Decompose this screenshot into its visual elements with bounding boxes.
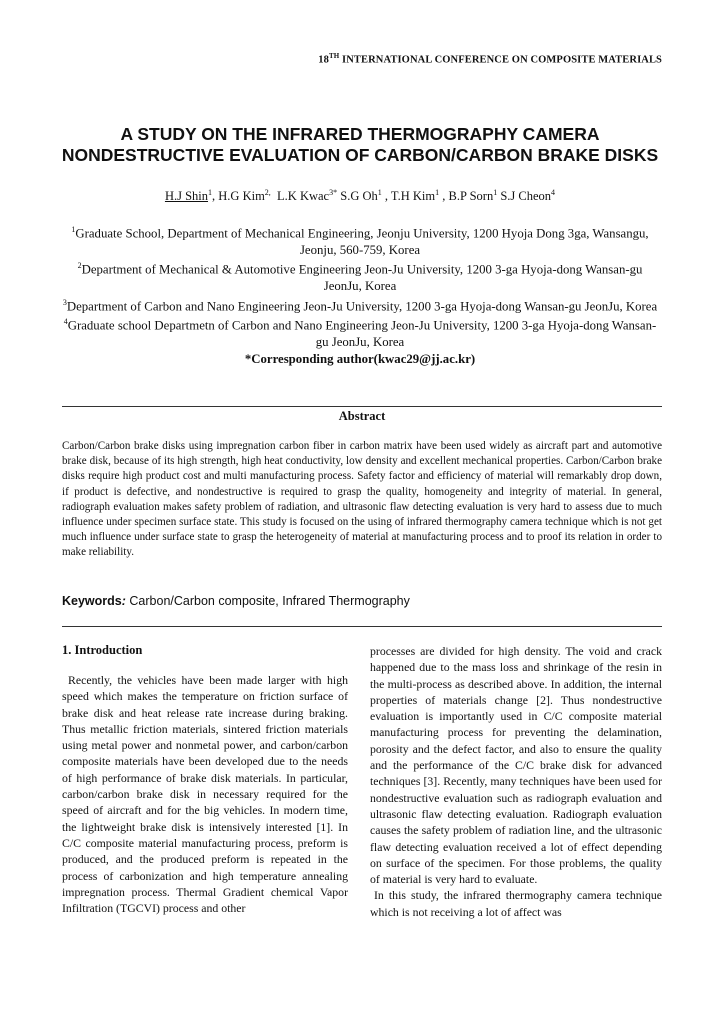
keywords-text: Carbon/Carbon composite, Infrared Thermography [125, 594, 410, 608]
corresponding-author: *Corresponding author(kwac29@jj.ac.kr) [244, 351, 476, 366]
right-paragraph-1: processes are divided for high density. The void and crack happened due to the mass loss and shrinkage of the resin in the multi-process as described above. In addition, the internal properties of materials change [2]. Thus nondestructive evaluation is importantly used in C/C composite material manufacturing process for preventing the delamination, porosity and the defect factor, and also to ensure the quality and the performance of the C/C brake disk for advanced techniques [3]. Recently, many techniques have been used for nondestructive evaluation such as radiograph evaluation and ultrasonic flaw detecting evaluation. Radiograph evaluation causes the safety problem of radiation line, and the ultrasonic flaw detecting evaluation received a lot of effect depending on surface of the specimen. For those problems, the quality of material is very hard to evaluate. [370, 644, 662, 887]
right-column [370, 643, 662, 920]
keywords-bottom-rule [62, 626, 662, 627]
keywords [62, 594, 662, 608]
author-affiliation-marker: 2, [264, 188, 271, 197]
affiliation-marker: 1 [71, 225, 76, 234]
author-affiliation-marker: 1 [493, 188, 498, 197]
author-affiliation-marker: 1 [208, 188, 213, 197]
author-affiliation-marker: 4 [551, 188, 556, 197]
left-column [62, 643, 348, 916]
author-separator: , [381, 189, 391, 204]
author-name: S.G Oh [340, 189, 378, 204]
author-list [40, 185, 680, 204]
affiliation-1 [60, 222, 660, 258]
introduction-paragraph: Recently, the vehicles have been made larger with high speed which makes the temperature on friction surface of brake disk and heat release rate increase during braking. Thus metallic friction materials, sintered friction materials using metal power and nonmetal power, and carbon/carbon composite materials have been developed due to the needs of high performance of brake disk materials. In particular, carbon/carbon brake disk in necessary required for the speed of aircraft and for the big vehicles. In modern time, the lightweight brake disk is intensively interested [1]. In C/C composite material manufacturing process, preform is produced, and the produced preform is repeated in the process of carbonization and high temperature annealing impregnation process. Thermal Gradient chemical Vapor Infiltration (TGCVI) process and other [62, 673, 348, 916]
author-separator: , [439, 189, 449, 204]
abstract-text: Carbon/Carbon brake disks using impregnation carbon fiber in carbon matrix have been used widely as aircraft part and automotive brake disk, because of its high strength, high heat conductivity, low density and excellent mechanical properties. Carbon/Carbon brake disks require high product cost and multi manufacturing process. Safety factor and efficiency of material will remarkably drop down, if product is defective, and nondestructive is required to grasp the quality, homogeneity and integrity of material. In general, radiograph evaluation makes safety problem of radiation, and ultrasonic flaw detecting evaluation is very hard to assess due to much influence under specimen surface state. This study is focused on the using of infrared thermography camera technique which is not get much influence under surface state to grasp the heterogeneity of material at manufacturing process and to proof its relation in order to make reliability. [62, 440, 662, 559]
author-name: B.P Sorn [448, 189, 494, 204]
keywords-colon: : [121, 594, 126, 608]
affiliation-marker: 3 [62, 297, 67, 307]
header-text: INTERNATIONAL CONFERENCE ON COMPOSITE MATERIALS [339, 54, 662, 66]
affiliation-text: Department of Carbon and Nano Engineering Jeon-Ju University, 1200 3-ga Hyoja-dong Wansan-gu JeonJu, Korea [66, 298, 658, 313]
affiliation-text: Department of Mechanical & Automotive Engineering Jeon-Ju University, 1200 3-ga Hyoja-dong Wansan-gu JeonJu, Korea [81, 262, 643, 294]
affiliation-marker: 4 [63, 317, 68, 327]
author-name: L.K Kwac [277, 189, 330, 204]
affiliation-3 [60, 295, 660, 315]
author-name: S.J Cheon [500, 189, 552, 204]
affiliation-4 [60, 314, 660, 350]
author-name: H.J Shin [164, 189, 209, 204]
abstract-heading: Abstract [338, 409, 386, 423]
affiliations [60, 222, 660, 367]
affiliation-text: Graduate school Departmetn of Carbon and Nano Engineering Jeon-Ju University, 1200 3-ga Hyoja-dong Wansan-gu JeonJu, Korea [67, 318, 657, 350]
author-affiliation-marker: 1 [377, 188, 382, 197]
author-name: H.G Kim [218, 189, 265, 204]
author-name: T.H Kim [390, 189, 436, 204]
author-affiliation-marker: 3* [329, 188, 338, 197]
paper-title: A STUDY ON THE INFRARED THERMOGRAPHY CAMERA NONDESTRUCTIVE EVALUATION OF CARBON/CARBON BRAKE DISKS [61, 124, 659, 165]
header-number: 18 [318, 54, 329, 66]
abstract-top-rule [62, 406, 662, 407]
introduction-heading: 1. Introduction [62, 643, 143, 657]
affiliation-marker: 2 [77, 261, 82, 271]
header-ordinal: TH [329, 52, 340, 60]
affiliation-2 [60, 258, 660, 294]
right-paragraph-2: In this study, the infrared thermography camera technique which is not receiving a lot of affect was [370, 888, 662, 919]
affiliation-text: Graduate School, Department of Mechanical Engineering, Jeonju University, 1200 Hyoja Dong 3ga, Wansangu, Jeonju, 560-759, Korea [75, 226, 649, 257]
author-affiliation-marker: 1 [435, 188, 440, 197]
keywords-label: Keywords [62, 594, 122, 608]
author-separator: , [212, 189, 219, 204]
running-header [0, 52, 720, 66]
